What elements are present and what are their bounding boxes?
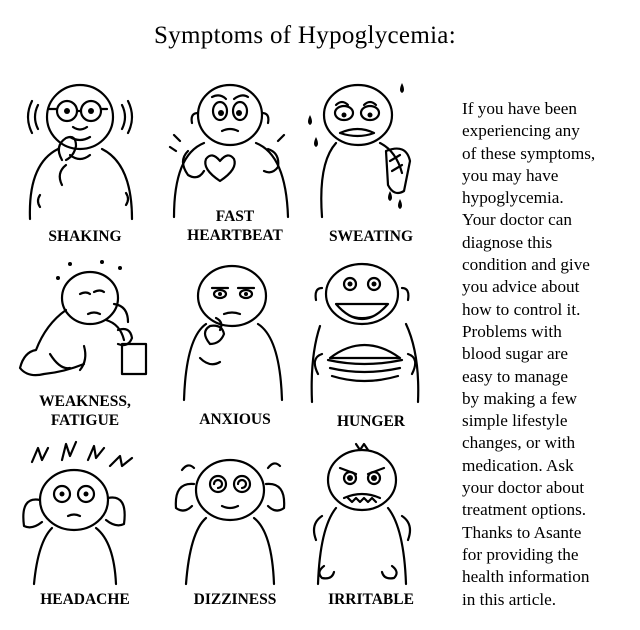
info-line: treatment options. [462, 500, 587, 520]
symptom-label-line: HEARTBEAT [187, 227, 283, 244]
info-line: If you have been [462, 99, 578, 118]
symptom-label-line: ANXIOUS [199, 411, 271, 428]
dizzy-face-icon [160, 440, 310, 590]
symptom-irritable [296, 440, 446, 630]
symptom-label-line: WEAKNESS, [39, 393, 131, 410]
info-line: by making a few [462, 388, 578, 408]
symptom-label-line: DIZZINESS [193, 591, 277, 608]
shaking-face-icon [10, 75, 160, 225]
symptom-label [286, 412, 456, 431]
symptom-label [0, 227, 170, 246]
anxious-face-icon [160, 258, 310, 408]
info-line: you advice about [462, 277, 580, 297]
info-line: condition and give [462, 255, 590, 275]
sweating-face-icon [296, 75, 446, 225]
info-line: Thanks to Asante [462, 522, 582, 542]
symptom-label-line: IRRITABLE [328, 591, 414, 608]
symptom-label-line: FATIGUE [50, 412, 120, 429]
symptom-sweating [296, 75, 446, 265]
info-paragraph [462, 98, 627, 611]
info-line: health information [462, 567, 590, 587]
fatigue-figure-icon [10, 258, 160, 408]
info-line: Your doctor can [462, 210, 572, 230]
symptom-hunger [296, 258, 446, 448]
info-line: changes, or with [462, 433, 576, 453]
info-line: easy to manage [462, 366, 568, 386]
symptom-label-line: HEADACHE [40, 591, 130, 608]
info-line: hypoglycemia. [462, 188, 564, 208]
page-title: Symptoms of Hypoglycemia: [154, 22, 456, 49]
info-line: diagnose this [462, 232, 553, 252]
irritable-face-icon [296, 440, 446, 590]
symptom-label [286, 227, 456, 246]
info-line: how to control it. [462, 299, 581, 319]
symptom-shaking [10, 75, 160, 265]
symptom-label-line: SHAKING [48, 228, 122, 245]
heartbeat-face-icon [160, 75, 310, 225]
info-line: in this article. [462, 589, 557, 609]
symptom-label-line: FAST [215, 208, 255, 225]
info-line: blood sugar are [462, 344, 568, 364]
symptom-label-line: HUNGER [336, 413, 406, 430]
symptom-weakness-fatigue [10, 258, 160, 448]
hungry-burger-face-icon [296, 258, 446, 408]
symptom-label-line: SWEATING [328, 228, 414, 245]
info-line: experiencing any [462, 121, 580, 141]
symptom-label [0, 590, 170, 609]
symptom-headache [10, 440, 160, 630]
symptom-label [0, 392, 170, 430]
info-line: Problems with [462, 321, 562, 341]
headache-face-icon [10, 440, 160, 590]
symptom-label [286, 590, 456, 609]
info-line: of these symptoms, [462, 143, 596, 163]
info-line: medication. Ask [462, 455, 574, 475]
info-line: your doctor about [462, 478, 585, 498]
info-line: simple lifestyle [462, 411, 568, 431]
info-line: for providing the [462, 544, 579, 564]
info-line: you may have [462, 165, 559, 185]
